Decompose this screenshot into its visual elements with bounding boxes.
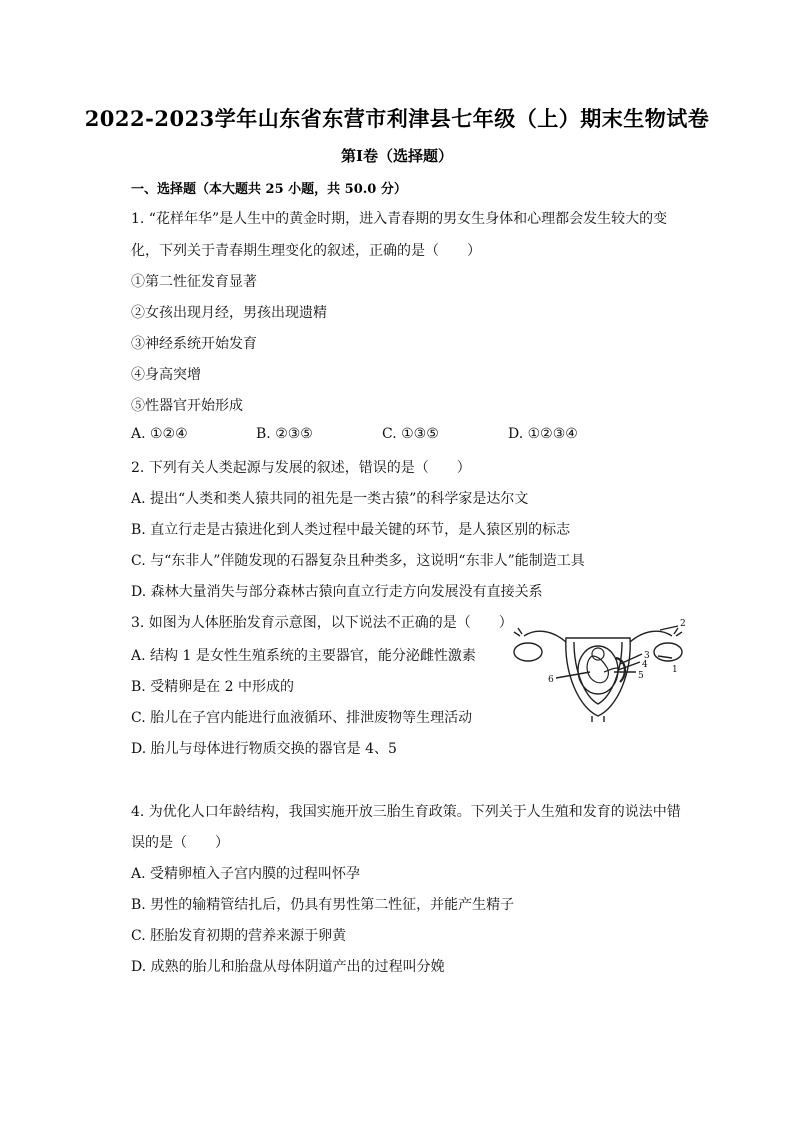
q1-option-d: D. ①②③④ bbox=[508, 426, 578, 442]
q3-stem: 3. 如图为人体胚胎发育示意图，以下说法不正确的是（ ） bbox=[131, 615, 513, 631]
q1-option-b: B. ②③⑤ bbox=[256, 426, 313, 442]
q1-item: ①第二性征发育显著 bbox=[131, 274, 257, 290]
q2-option-d: D. 森林大量消失与部分森林古猿向直立行走方向发展没有直接关系 bbox=[131, 584, 543, 600]
q2-stem: 2. 下列有关人类起源与发展的叙述，错误的是（ ） bbox=[131, 460, 471, 476]
q4-option-b: B. 男性的输精管结扎后，仍具有男性第二性征，并能产生精子 bbox=[131, 897, 515, 913]
figure-label-4: 4 bbox=[642, 660, 648, 670]
volume-heading: 第I卷（选择题） bbox=[340, 147, 454, 165]
q1-stem-line-1: 1. “花样年华”是人生中的黄金时期，进入青春期的男女生身体和心理都会发生较大的变 bbox=[131, 211, 668, 227]
q1-item: ③神经系统开始发育 bbox=[131, 336, 257, 352]
q4-option-a: A. 受精卵植入子宫内膜的过程叫怀孕 bbox=[131, 866, 361, 882]
figure-label-5: 5 bbox=[638, 671, 644, 681]
embryo-development-diagram bbox=[508, 612, 694, 722]
q1-stem-line-2: 化，下列关于青春期生理变化的叙述，正确的是（ ） bbox=[131, 243, 481, 259]
q3-option-d: D. 胎儿与母体进行物质交换的器官是 4、5 bbox=[131, 741, 397, 757]
q1-item: ②女孩出现月经，男孩出现遗精 bbox=[131, 305, 327, 321]
figure-label-6: 6 bbox=[548, 675, 554, 685]
q2-option-a: A. 提出“人类和类人猿共同的祖先是一类古猿”的科学家是达尔文 bbox=[131, 491, 529, 507]
q4-option-c: C. 胚胎发育初期的营养来源于卵黄 bbox=[131, 928, 347, 944]
q3-option-b: B. 受精卵是在 2 中形成的 bbox=[131, 679, 294, 695]
figure-label-3: 3 bbox=[644, 651, 650, 661]
q1-item: ⑤性器官开始形成 bbox=[131, 398, 243, 414]
q3-option-c: C. 胎儿在子宫内能进行血液循环、排泄废物等生理活动 bbox=[131, 710, 473, 726]
q1-item: ④身高突增 bbox=[131, 367, 201, 383]
q2-option-c: C. 与“东非人”伴随发现的石器复杂且种类多，这说明“东非人”能制造工具 bbox=[131, 553, 585, 569]
exam-title: 2022-2023学年山东省东营市利津县七年级（上）期末生物试卷 bbox=[84, 106, 710, 131]
q4-stem-line-2: 误的是（ ） bbox=[131, 835, 229, 851]
figure-label-2: 2 bbox=[680, 619, 686, 629]
section-heading: 一、选择题（本大题共 25 小题，共 50.0 分） bbox=[131, 182, 407, 197]
q2-option-b: B. 直立行走是古猿进化到人类过程中最关键的环节，是人猿区别的标志 bbox=[131, 522, 571, 538]
figure-label-1: 1 bbox=[672, 665, 678, 675]
q1-option-a: A. ①②④ bbox=[131, 426, 188, 442]
q3-option-a: A. 结构 1 是女性生殖系统的主要器官，能分泌雌性激素 bbox=[131, 648, 476, 664]
q1-option-c: C. ①③⑤ bbox=[382, 426, 439, 442]
q4-stem-line-1: 4. 为优化人口年龄结构，我国实施开放三胎生育政策。下列关于人生殖和发育的说法中错 bbox=[131, 804, 681, 820]
q4-option-d: D. 成熟的胎儿和胎盘从母体阴道产出的过程叫分娩 bbox=[131, 959, 445, 975]
